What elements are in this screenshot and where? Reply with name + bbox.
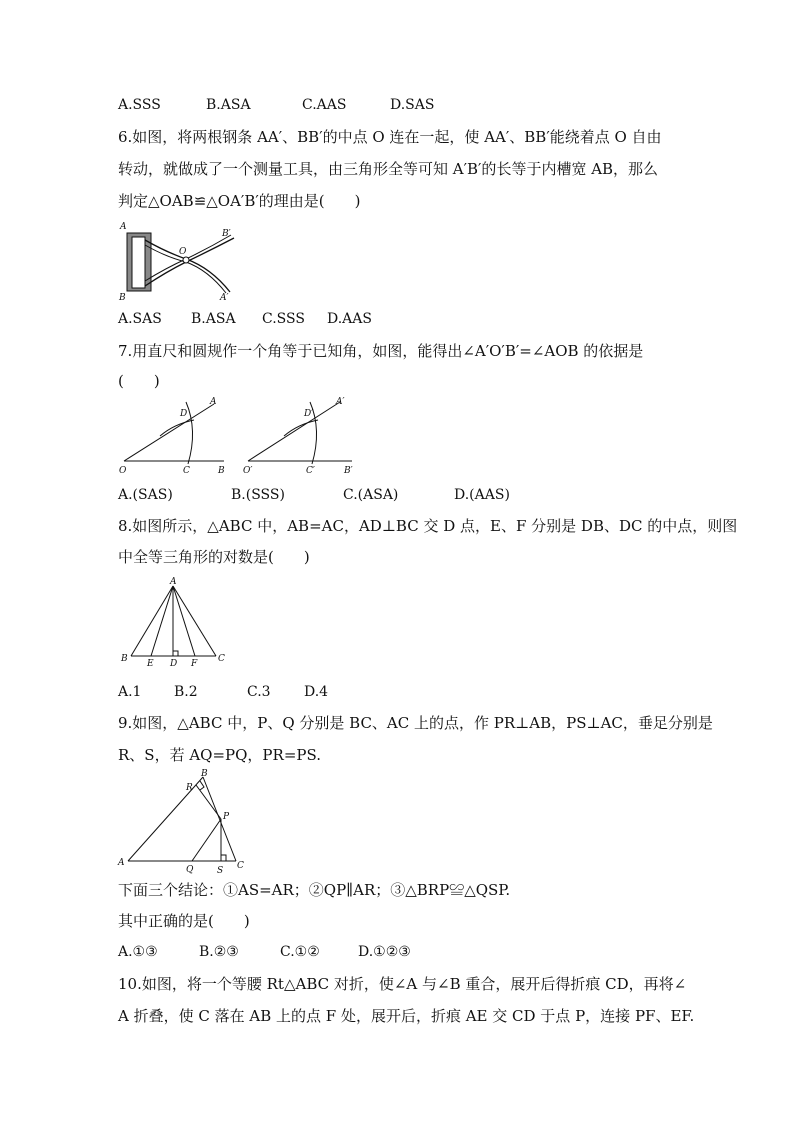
q7-figure: [116, 394, 361, 478]
q9-label-b: B: [201, 769, 208, 779]
q8-options: [118, 682, 378, 702]
q7-right-angle: [243, 397, 353, 476]
q7-label-c-prime: C′: [306, 466, 315, 476]
q8-label-b: B: [121, 654, 128, 664]
q6-label-a-prime: A′: [220, 293, 229, 303]
q6-label-b-prime: B′: [222, 229, 231, 239]
q7-label-a-prime: A′: [336, 397, 345, 407]
q7-label-b: B: [218, 466, 225, 476]
q7-option-d: D.(AAS): [454, 487, 510, 503]
q7-options: [118, 485, 538, 505]
q7-option-c: C.(ASA): [343, 487, 399, 503]
q7-option-b: B.(SSS): [231, 487, 285, 503]
q6-bar-bb: [145, 238, 234, 286]
q9-label-c: C: [237, 861, 244, 871]
q7-label-o: O: [119, 466, 127, 476]
q6-bar-aa: [145, 240, 230, 292]
q9-option-b: B.②③: [199, 944, 239, 960]
q9-side-bc: [203, 777, 236, 861]
q9-line-2: R、S，若 AQ=PQ，PR=PS.: [118, 746, 321, 764]
q9-option-a: A.①③: [118, 944, 158, 960]
q6-label-o: O: [179, 247, 187, 257]
q8-segment-ae: [151, 586, 173, 656]
q8-label-c: C: [218, 654, 225, 664]
q7-line-2: ( ): [118, 372, 160, 390]
q8-side-ac: [173, 586, 216, 656]
q7-arc-small-prime: [284, 420, 318, 436]
q9-label-q: Q: [186, 865, 194, 875]
q7-label-d: D: [180, 409, 188, 419]
q10-line-1: 10.如图，将一个等腰 Rt△ABC 对折，使∠A 与∠B 重合，展开后得折痕 CD，再将∠: [118, 975, 687, 993]
q5-option-d: D.SAS: [390, 97, 435, 113]
q7-line-1: 7.用直尺和圆规作一个角等于已知角，如图，能得出∠A′O′B′=∠AOB 的依据是: [118, 342, 644, 360]
q7-label-b-prime: B′: [344, 466, 353, 476]
q9-line-1: 9.如图，△ABC 中，P、Q 分别是 BC、AC 上的点，作 PR⊥AB，PS⊥AC，垂足分别是: [118, 714, 713, 732]
q8-right-angle-mark: [173, 651, 178, 656]
q9-label-p: P: [223, 812, 230, 822]
q6-figure: [116, 220, 246, 304]
q9-right-angle-s: [221, 855, 226, 861]
q5-option-c: C.AAS: [302, 97, 347, 113]
q8-option-c: C.3: [247, 684, 271, 700]
q9-figure: [116, 767, 254, 875]
q7-option-a: A.(SAS): [118, 487, 173, 503]
q6-option-d: D.AAS: [327, 311, 372, 327]
q9-conclusions: 下面三个结论：①AS=AR；②QP∥AR；③△BRP≌△QSP.: [118, 881, 511, 899]
q5-option-b: B.ASA: [206, 97, 251, 113]
q8-segment-af: [173, 586, 195, 656]
q6-option-a: A.SAS: [118, 311, 162, 327]
q9-label-s: S: [217, 866, 224, 876]
q8-label-a: A: [170, 577, 177, 587]
q9-question: 其中正确的是( ): [118, 912, 250, 930]
q7-label-c: C: [183, 466, 190, 476]
q6-pivot-o: [183, 257, 189, 263]
q9-segment-qp: [192, 819, 221, 861]
q5-option-a: A.SSS: [118, 97, 161, 113]
q8-line-1: 8.如图所示，△ABC 中，AB=AC，AD⊥BC 交 D 点，E、F 分别是 DB、DC 的中点，则图: [118, 517, 738, 535]
q9-label-r: R: [186, 783, 193, 793]
q7-label-a: A: [210, 397, 217, 407]
q6-label-b: B: [119, 293, 126, 303]
q7-ray-o-a-prime: [248, 402, 340, 461]
q8-option-a: A.1: [118, 684, 142, 700]
q6-option-c: C.SSS: [262, 311, 305, 327]
q10-line-2: A 折叠，使 C 落在 AB 上的点 F 处，展开后，折痕 AE 交 CD 于点 P，连接 PF、EF.: [118, 1007, 695, 1025]
q8-option-d: D.4: [304, 684, 329, 700]
q9-right-angle-r: [200, 781, 204, 790]
q6-line-2: 转动，就做成了一个测量工具，由三角形全等可知 A′B′的长等于内槽宽 AB，那么: [118, 160, 659, 178]
q7-label-d-prime: D′: [304, 409, 314, 419]
q6-label-a: A: [120, 222, 127, 232]
q8-option-b: B.2: [174, 684, 198, 700]
q9-options: [118, 942, 458, 962]
q6-line-1: 6.如图，将两根钢条 AA′、BB′的中点 O 连在一起，使 AA′、BB′能绕着点 O 自由: [118, 128, 662, 146]
q7-ray-oa: [124, 404, 214, 461]
q6-options: [118, 309, 418, 329]
q8-label-d: D: [170, 659, 178, 669]
q6-line-3: 判定△OAB≌△OA′B′的理由是( ): [118, 192, 361, 210]
q6-groove-inner: [132, 237, 145, 288]
q9-option-c: C.①②: [280, 944, 320, 960]
q9-option-d: D.①②③: [358, 944, 411, 960]
q8-figure: [116, 576, 231, 668]
q8-side-ab: [131, 586, 173, 656]
q7-label-o-prime: O′: [243, 466, 253, 476]
q8-label-e: E: [147, 659, 154, 669]
q6-option-b: B.ASA: [191, 311, 236, 327]
q8-label-f: F: [191, 659, 198, 669]
q9-label-a: A: [118, 858, 125, 868]
q5-options: [118, 95, 478, 115]
q8-line-2: 中全等三角形的对数是( ): [118, 548, 310, 566]
q7-left-angle: [119, 397, 225, 476]
